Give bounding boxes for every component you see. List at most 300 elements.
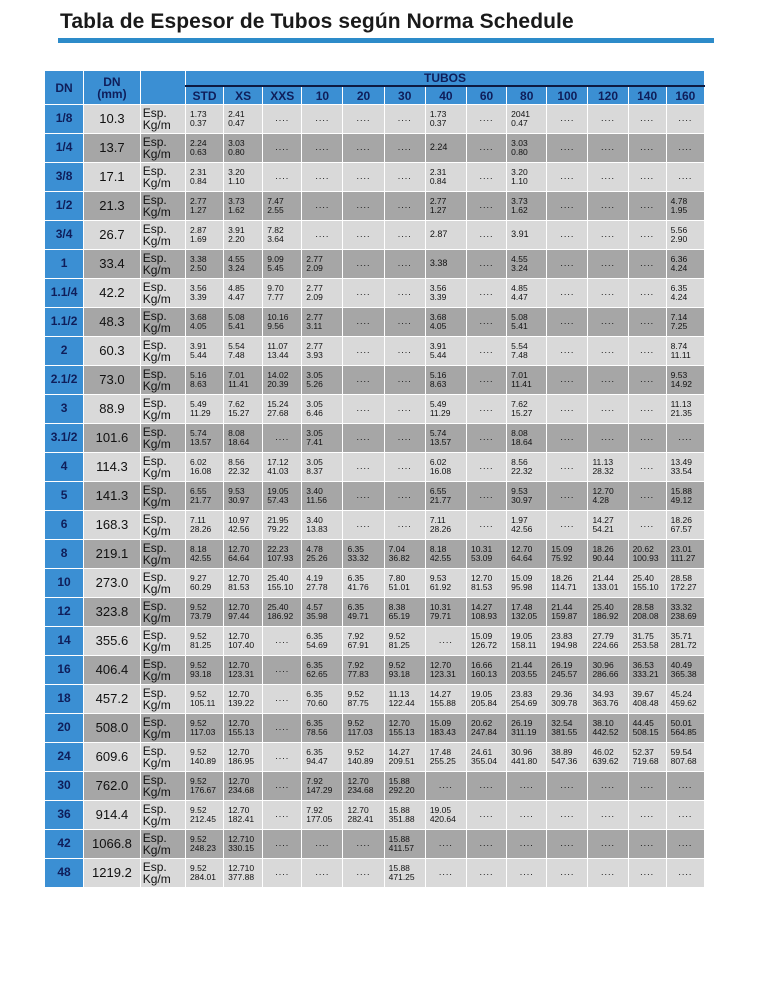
value-cell: .... [628,395,666,424]
value-cell: 15.88 292.20 [384,772,425,801]
value-cell: 40.49 365.38 [666,656,704,685]
table-row [45,279,705,308]
value-cell: 2.87 [425,221,466,250]
dn-mm-cell: 457.2 [84,685,141,714]
value-cell: 30.96 441.80 [507,743,547,772]
value-cell: 9.09 5.45 [263,250,302,279]
value-cell: 16.66 160.13 [466,656,506,685]
value-cell: 6.35 41.76 [343,569,384,598]
value-cell: 8.08 18.64 [224,424,263,453]
table-row [45,337,705,366]
value-cell: 12.70 97.44 [224,598,263,627]
table-row [45,424,705,453]
value-cell: 9.52 140.89 [186,743,224,772]
value-cell: .... [547,511,588,540]
value-cell: .... [343,105,384,134]
value-cell: 52.37 719.68 [628,743,666,772]
header-schedule-xs: XS [224,86,263,105]
value-cell: 6.35 33.32 [343,540,384,569]
value-cell: 28.58 172.27 [666,569,704,598]
value-cell: .... [628,337,666,366]
value-cell: 10.16 9.56 [263,308,302,337]
row-label-cell: Esp. Kg/m [140,656,185,685]
value-cell: .... [343,192,384,221]
value-cell: .... [547,395,588,424]
value-cell: .... [588,772,628,801]
value-cell: 10.31 53.09 [466,540,506,569]
dn-cell: 30 [45,772,84,801]
value-cell: .... [302,134,343,163]
header-schedule-40: 40 [425,86,466,105]
value-cell: .... [547,279,588,308]
dn-cell: 1/4 [45,134,84,163]
value-cell: .... [384,221,425,250]
value-cell: .... [507,801,547,830]
value-cell: 6.35 94.47 [302,743,343,772]
value-cell: 4.19 27.78 [302,569,343,598]
value-cell: .... [384,453,425,482]
header-schedule-100: 100 [547,86,588,105]
row-label-cell: Esp. Kg/m [140,482,185,511]
value-cell: 3.05 6.46 [302,395,343,424]
row-label-cell: Esp. Kg/m [140,453,185,482]
dn-mm-cell: 17.1 [84,163,141,192]
dn-cell: 18 [45,685,84,714]
value-cell: 19.05 420.64 [425,801,466,830]
value-cell: 6.02 16.08 [186,453,224,482]
value-cell: 12.70 64.64 [224,540,263,569]
value-cell: .... [302,192,343,221]
value-cell: 8.18 42.55 [425,540,466,569]
row-label-cell: Esp. Kg/m [140,830,185,859]
value-cell: 20.62 100.93 [628,540,666,569]
dn-mm-cell: 273.0 [84,569,141,598]
value-cell: 9.53 14.92 [666,366,704,395]
value-cell: .... [628,163,666,192]
value-cell: .... [425,830,466,859]
value-cell: .... [666,830,704,859]
value-cell: .... [628,511,666,540]
value-cell: 24.61 355.04 [466,743,506,772]
value-cell: 9.52 140.89 [343,743,384,772]
table-row [45,714,705,743]
row-label-cell: Esp. Kg/m [140,714,185,743]
value-cell: .... [547,859,588,888]
value-cell: 9.52 248.23 [186,830,224,859]
table-row [45,366,705,395]
value-cell: .... [263,105,302,134]
value-cell: 4.78 25.26 [302,540,343,569]
value-cell: 7.92 147.29 [302,772,343,801]
table-row [45,540,705,569]
header-schedule-std: STD [186,86,224,105]
header-schedule-140: 140 [628,86,666,105]
value-cell: .... [384,192,425,221]
value-cell: 23.83 254.69 [507,685,547,714]
value-cell: 9.70 7.77 [263,279,302,308]
value-cell: .... [343,308,384,337]
value-cell: 23.01 111.27 [666,540,704,569]
value-cell: .... [384,250,425,279]
value-cell: 8.08 18.64 [507,424,547,453]
value-cell: .... [628,192,666,221]
dn-mm-cell: 10.3 [84,105,141,134]
value-cell: .... [466,163,506,192]
value-cell: 15.88 351.88 [384,801,425,830]
title-underline [58,38,714,43]
row-label-cell: Esp. Kg/m [140,598,185,627]
value-cell: 5.49 11.29 [186,395,224,424]
value-cell: 9.52 73.79 [186,598,224,627]
dn-mm-cell: 762.0 [84,772,141,801]
value-cell: 21.44 159.87 [547,598,588,627]
value-cell: .... [263,163,302,192]
dn-cell: 3/4 [45,221,84,250]
value-cell: .... [507,772,547,801]
value-cell: 25.40 155.10 [263,569,302,598]
value-cell: 3.91 5.44 [186,337,224,366]
table-row [45,801,705,830]
dn-mm-cell: 323.8 [84,598,141,627]
value-cell: .... [425,859,466,888]
dn-cell: 20 [45,714,84,743]
value-cell: 15.24 27.68 [263,395,302,424]
value-cell: .... [628,801,666,830]
value-cell: 3.56 3.39 [186,279,224,308]
value-cell: 7.92 177.05 [302,801,343,830]
header-tubos: TUBOS [186,71,705,87]
value-cell: 23.83 194.98 [547,627,588,656]
value-cell: .... [547,830,588,859]
value-cell: .... [466,482,506,511]
dn-cell: 3.1/2 [45,424,84,453]
value-cell: 7.92 67.91 [343,627,384,656]
value-cell: .... [547,134,588,163]
value-cell: 25.40 155.10 [628,569,666,598]
value-cell: 9.52 105.11 [186,685,224,714]
value-cell: 38.89 547.36 [547,743,588,772]
value-cell: .... [343,395,384,424]
row-label-cell: Esp. Kg/m [140,772,185,801]
row-label-cell: Esp. Kg/m [140,134,185,163]
value-cell: .... [666,424,704,453]
value-cell: .... [263,656,302,685]
value-cell: .... [466,221,506,250]
value-cell: .... [588,424,628,453]
dn-cell: 2 [45,337,84,366]
value-cell: 19.05 205.84 [466,685,506,714]
row-label-cell: Esp. Kg/m [140,801,185,830]
header-schedule-30: 30 [384,86,425,105]
dn-cell: 3 [45,395,84,424]
row-label-cell: Esp. Kg/m [140,308,185,337]
value-cell: 3.03 0.80 [507,134,547,163]
value-cell: .... [547,192,588,221]
value-cell: .... [425,772,466,801]
value-cell: .... [628,105,666,134]
value-cell: 14.27 54.21 [588,511,628,540]
value-cell: .... [343,830,384,859]
value-cell: .... [263,714,302,743]
value-cell: 5.08 5.41 [507,308,547,337]
dn-mm-cell: 21.3 [84,192,141,221]
value-cell: 3.73 1.62 [224,192,263,221]
value-cell: 4.85 4.47 [507,279,547,308]
value-cell: 15.09 75.92 [547,540,588,569]
value-cell: .... [547,453,588,482]
value-cell: .... [628,134,666,163]
value-cell: .... [466,279,506,308]
value-cell: 12.70 186.95 [224,743,263,772]
row-label-cell: Esp. Kg/m [140,163,185,192]
value-cell: 22.23 107.93 [263,540,302,569]
value-cell: 1.73 0.37 [186,105,224,134]
value-cell: 11.13 122.44 [384,685,425,714]
value-cell: 4.78 1.95 [666,192,704,221]
row-label-cell: Esp. Kg/m [140,569,185,598]
value-cell: 46.02 639.62 [588,743,628,772]
table-row [45,685,705,714]
value-cell: .... [588,192,628,221]
value-cell: .... [547,482,588,511]
value-cell: .... [343,482,384,511]
page-title: Tabla de Espesor de Tubos según Norma Schedule [60,10,574,33]
dn-cell: 6 [45,511,84,540]
value-cell: 12.710 330.15 [224,830,263,859]
value-cell: 12.70 123.31 [224,656,263,685]
row-label-cell: Esp. Kg/m [140,192,185,221]
table-row [45,163,705,192]
dn-cell: 1 [45,250,84,279]
value-cell: 8.38 65.19 [384,598,425,627]
value-cell: .... [547,250,588,279]
value-cell: .... [466,511,506,540]
dn-mm-cell: 42.2 [84,279,141,308]
value-cell: .... [466,250,506,279]
value-cell: 5.49 11.29 [425,395,466,424]
value-cell: 27.79 224.66 [588,627,628,656]
value-cell: 7.04 36.82 [384,540,425,569]
value-cell: .... [343,511,384,540]
value-cell: .... [343,279,384,308]
value-cell: 33.32 238.69 [666,598,704,627]
row-label-cell: Esp. Kg/m [140,511,185,540]
schedule-table [44,70,705,888]
row-label-cell: Esp. Kg/m [140,540,185,569]
value-cell: 31.75 253.58 [628,627,666,656]
dn-cell: 48 [45,859,84,888]
row-label-cell: Esp. Kg/m [140,743,185,772]
value-cell: 15.88 49.12 [666,482,704,511]
value-cell: 10.31 79.71 [425,598,466,627]
value-cell: 5.16 8.63 [186,366,224,395]
value-cell: 3.40 13.83 [302,511,343,540]
value-cell: .... [384,366,425,395]
dn-mm-cell: 406.4 [84,656,141,685]
value-cell: 5.74 13.57 [186,424,224,453]
value-cell: 6.35 54.69 [302,627,343,656]
header-dn-mm: DN (mm) [84,71,141,105]
value-cell: 8.18 42.55 [186,540,224,569]
value-cell: .... [588,308,628,337]
row-label-cell: Esp. Kg/m [140,627,185,656]
value-cell: 9.52 87.75 [343,685,384,714]
dn-mm-cell: 219.1 [84,540,141,569]
value-cell: .... [343,134,384,163]
table-row [45,192,705,221]
value-cell: 2.31 0.84 [186,163,224,192]
value-cell: .... [588,221,628,250]
value-cell: 5.08 5.41 [224,308,263,337]
dn-mm-cell: 13.7 [84,134,141,163]
value-cell: .... [263,830,302,859]
value-cell: 12.70 107.40 [224,627,263,656]
value-cell: 9.52 81.25 [186,627,224,656]
value-cell: 2.41 0.47 [224,105,263,134]
value-cell: 12.70 123.31 [425,656,466,685]
value-cell: .... [466,424,506,453]
value-cell: 7.01 11.41 [224,366,263,395]
value-cell: 9.52 117.03 [343,714,384,743]
value-cell: 19.05 57.43 [263,482,302,511]
value-cell: 4.55 3.24 [224,250,263,279]
value-cell: 50.01 564.85 [666,714,704,743]
value-cell: 2.31 0.84 [425,163,466,192]
value-cell: 5.16 8.63 [425,366,466,395]
value-cell: .... [666,772,704,801]
value-cell: 5.54 7.48 [224,337,263,366]
value-cell: .... [628,279,666,308]
value-cell: 2.87 1.69 [186,221,224,250]
value-cell: 3.91 [507,221,547,250]
value-cell: 12.710 377.88 [224,859,263,888]
value-cell: .... [466,105,506,134]
value-cell: 5.74 13.57 [425,424,466,453]
value-cell: 36.53 333.21 [628,656,666,685]
value-cell: 1.97 42.56 [507,511,547,540]
value-cell: 17.48 132.05 [507,598,547,627]
value-cell: 7.82 3.64 [263,221,302,250]
value-cell: .... [343,250,384,279]
table-row [45,134,705,163]
value-cell: .... [588,801,628,830]
value-cell: 9.53 61.92 [425,569,466,598]
value-cell: .... [466,366,506,395]
value-cell: 3.56 3.39 [425,279,466,308]
value-cell: .... [466,859,506,888]
value-cell: .... [263,743,302,772]
value-cell: .... [628,859,666,888]
value-cell: .... [588,134,628,163]
value-cell: 17.48 255.25 [425,743,466,772]
header-schedule-60: 60 [466,86,506,105]
value-cell: 3.05 7.41 [302,424,343,453]
value-cell: .... [343,366,384,395]
value-cell: 15.09 126.72 [466,627,506,656]
value-cell: 9.27 60.29 [186,569,224,598]
row-label-cell: Esp. Kg/m [140,859,185,888]
value-cell: 19.05 158.11 [507,627,547,656]
table-body [45,105,705,888]
value-cell: .... [384,308,425,337]
value-cell: .... [547,105,588,134]
value-cell: .... [628,221,666,250]
dn-mm-cell: 101.6 [84,424,141,453]
value-cell: .... [547,772,588,801]
value-cell: 26.19 245.57 [547,656,588,685]
value-cell: 25.40 186.92 [588,598,628,627]
dn-cell: 1/8 [45,105,84,134]
header-dn: DN [45,71,84,105]
value-cell: 10.97 42.56 [224,511,263,540]
value-cell: 3.73 1.62 [507,192,547,221]
value-cell: 7.01 11.41 [507,366,547,395]
value-cell: 2.77 1.27 [186,192,224,221]
value-cell: 4.57 35.98 [302,598,343,627]
table-row [45,453,705,482]
header-schedule-xxs: XXS [263,86,302,105]
value-cell: 3.03 0.80 [224,134,263,163]
value-cell: 12.70 155.13 [384,714,425,743]
table-row [45,830,705,859]
dn-cell: 4 [45,453,84,482]
value-cell: 3.05 8.37 [302,453,343,482]
value-cell: 17.12 41.03 [263,453,302,482]
value-cell: 18.26 114.71 [547,569,588,598]
value-cell: 2.24 0.63 [186,134,224,163]
dn-mm-cell: 508.0 [84,714,141,743]
value-cell: 6.55 21.77 [425,482,466,511]
value-cell: 3.05 5.26 [302,366,343,395]
dn-cell: 16 [45,656,84,685]
header-schedule-80: 80 [507,86,547,105]
value-cell: .... [547,221,588,250]
value-cell: 12.70 81.53 [466,569,506,598]
value-cell: .... [547,337,588,366]
value-cell: .... [263,424,302,453]
value-cell: .... [263,772,302,801]
value-cell: .... [343,337,384,366]
value-cell: 7.62 15.27 [507,395,547,424]
value-cell: .... [302,830,343,859]
value-cell: 28.58 208.08 [628,598,666,627]
dn-mm-cell: 914.4 [84,801,141,830]
value-cell: 5.54 7.48 [507,337,547,366]
value-cell: .... [666,105,704,134]
dn-cell: 8 [45,540,84,569]
dn-mm-cell: 609.6 [84,743,141,772]
value-cell: 59.54 807.68 [666,743,704,772]
value-cell: .... [547,801,588,830]
value-cell: .... [466,830,506,859]
value-cell: .... [628,308,666,337]
value-cell: 2.77 2.09 [302,250,343,279]
value-cell: .... [547,366,588,395]
value-cell: 21.95 79.22 [263,511,302,540]
value-cell: .... [302,163,343,192]
value-cell: .... [666,134,704,163]
value-cell: .... [547,424,588,453]
value-cell: 9.52 117.03 [186,714,224,743]
value-cell: .... [588,279,628,308]
value-cell: 14.27 209.51 [384,743,425,772]
value-cell: .... [628,772,666,801]
value-cell: .... [588,395,628,424]
value-cell: .... [588,859,628,888]
value-cell: .... [466,192,506,221]
value-cell: 3.20 1.10 [224,163,263,192]
dn-cell: 42 [45,830,84,859]
